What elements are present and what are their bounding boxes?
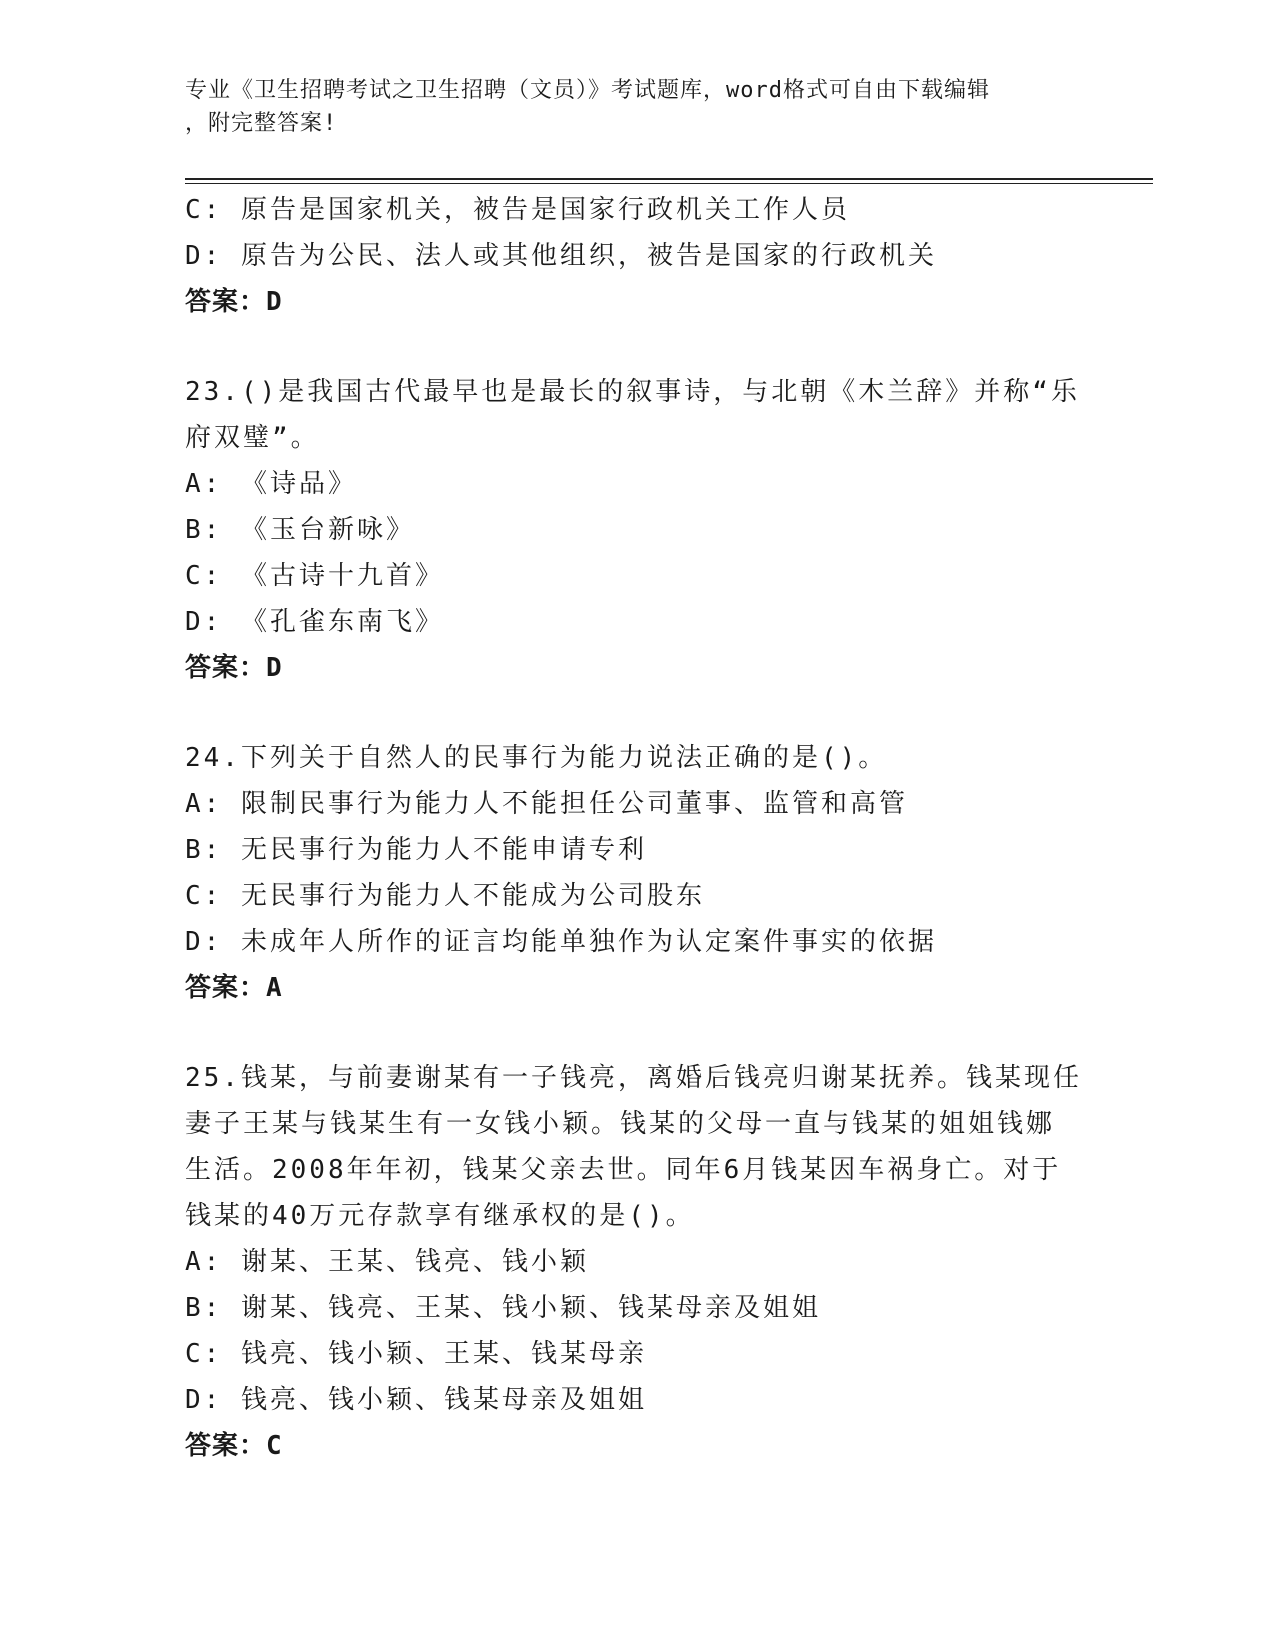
question-22	[185, 187, 1085, 325]
header-divider-thin	[185, 183, 1153, 184]
question-25	[185, 1055, 1085, 1469]
option-c: C: 《古诗十九首》	[185, 561, 444, 591]
option-a: A: 限制民事行为能力人不能担任公司董事、监管和高管	[185, 789, 908, 819]
option-c: C: 钱亮、钱小颖、王某、钱某母亲	[185, 1339, 647, 1369]
spacer	[185, 691, 1085, 735]
question-stem: 府双璧”。	[185, 423, 320, 453]
question-stem: 23.()是我国古代最早也是最长的叙事诗，与北朝《木兰辞》并称“乐	[185, 377, 1080, 407]
option-c: C: 原告是国家机关，被告是国家行政机关工作人员	[185, 195, 850, 225]
option-a: A: 谢某、王某、钱亮、钱小颖	[185, 1247, 589, 1277]
answer: 答案：D	[185, 653, 283, 683]
question-stem: 24.下列关于自然人的民事行为能力说法正确的是()。	[185, 743, 888, 773]
answer: 答案：D	[185, 287, 283, 317]
spacer	[185, 1011, 1085, 1055]
question-24	[185, 735, 1085, 1011]
spacer	[185, 325, 1085, 369]
question-stem: 生活。2008年年初，钱某父亲去世。同年6月钱某因车祸身亡。对于	[185, 1155, 1062, 1185]
header-line-1: 专业《卫生招聘考试之卫生招聘（文员）》考试题库，word格式可自由下载编辑	[185, 78, 990, 103]
option-d: D: 《孔雀东南飞》	[185, 607, 444, 637]
option-b: B: 《玉台新咏》	[185, 515, 415, 545]
question-stem: 25.钱某，与前妻谢某有一子钱亮，离婚后钱亮归谢某抚养。钱某现任	[185, 1063, 1082, 1093]
answer: 答案：C	[185, 1431, 283, 1461]
answer: 答案：A	[185, 973, 283, 1003]
option-d: D: 未成年人所作的证言均能单独作为认定案件事实的依据	[185, 927, 937, 957]
document-header	[185, 74, 1085, 140]
header-line-2: ，附完整答案!	[185, 111, 338, 136]
option-b: B: 谢某、钱亮、王某、钱小颖、钱某母亲及姐姐	[185, 1293, 821, 1323]
header-divider-thick	[185, 178, 1153, 180]
option-c: C: 无民事行为能力人不能成为公司股东	[185, 881, 705, 911]
question-list	[185, 187, 1085, 1469]
question-stem: 妻子王某与钱某生有一女钱小颖。钱某的父母一直与钱某的姐姐钱娜	[185, 1109, 1056, 1139]
question-stem: 钱某的40万元存款享有继承权的是()。	[185, 1201, 695, 1231]
option-d: D: 原告为公民、法人或其他组织，被告是国家的行政机关	[185, 241, 937, 271]
question-23	[185, 369, 1085, 691]
option-b: B: 无民事行为能力人不能申请专利	[185, 835, 647, 865]
option-d: D: 钱亮、钱小颖、钱某母亲及姐姐	[185, 1385, 647, 1415]
option-a: A: 《诗品》	[185, 469, 357, 499]
